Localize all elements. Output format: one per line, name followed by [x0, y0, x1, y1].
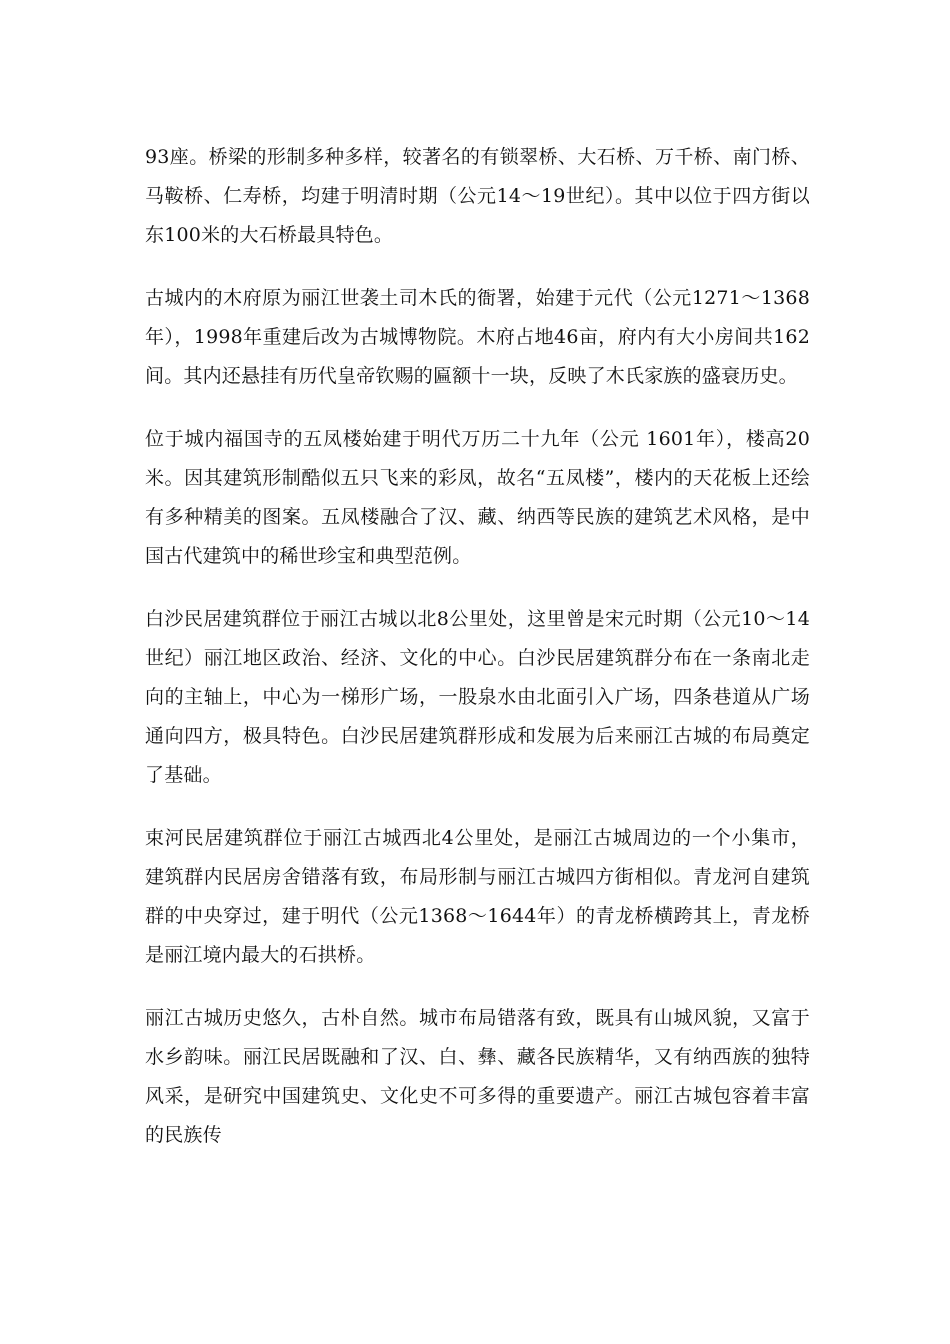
paragraph-bridges: 93座。桥梁的形制多种多样，较著名的有锁翠桥、大石桥、万千桥、南门桥、马鞍桥、仁寿桥，均建于明清时期（公元14～19世纪）。其中以位于四方街以东100米的大石桥最具特色。	[145, 146, 810, 246]
document-body	[145, 138, 810, 1179]
paragraph-lijiang-summary: 丽江古城历史悠久，古朴自然。城市布局错落有致，既具有山城风貌，又富于水乡韵味。丽江民居既融和了汉、白、彝、藏各民族精华，又有纳西族的独特风采，是研究中国建筑史、文化史不可多得的重要遗产。丽江古城包容着丰富的民族传	[145, 1007, 810, 1146]
paragraph-mu-mansion: 古城内的木府原为丽江世袭土司木氏的衙署，始建于元代（公元1271～1368年），1998年重建后改为古城博物院。木府占地46亩，府内有大小房间共162间。其内还悬挂有历代皇帝钦赐的匾额十一块，反映了木氏家族的盛衰历史。	[145, 287, 810, 387]
paragraph-wufeng-tower: 位于城内福国寺的五凤楼始建于明代万历二十九年（公元 1601年），楼高20米。因其建筑形制酷似五只飞来的彩凤，故名“五凤楼”，楼内的天花板上还绘有多种精美的图案。五凤楼融合了汉、藏、纳西等民族的建筑艺术风格，是中国古代建筑中的稀世珍宝和典型范例。	[145, 428, 810, 567]
paragraph-baisha-dwellings: 白沙民居建筑群位于丽江古城以北8公里处，这里曾是宋元时期（公元10～14世纪）丽江地区政治、经济、文化的中心。白沙民居建筑群分布在一条南北走向的主轴上，中心为一梯形广场，一股泉水由北面引入广场，四条巷道从广场通向四方，极具特色。白沙民居建筑群形成和发展为后来丽江古城的布局奠定了基础。	[145, 608, 810, 786]
paragraph-shuhe-dwellings: 束河民居建筑群位于丽江古城西北4公里处，是丽江古城周边的一个小集市，建筑群内民居房舍错落有致，布局形制与丽江古城四方街相似。青龙河自建筑群的中央穿过，建于明代（公元1368～1644年）的青龙桥横跨其上，青龙桥是丽江境内最大的石拱桥。	[145, 827, 810, 966]
